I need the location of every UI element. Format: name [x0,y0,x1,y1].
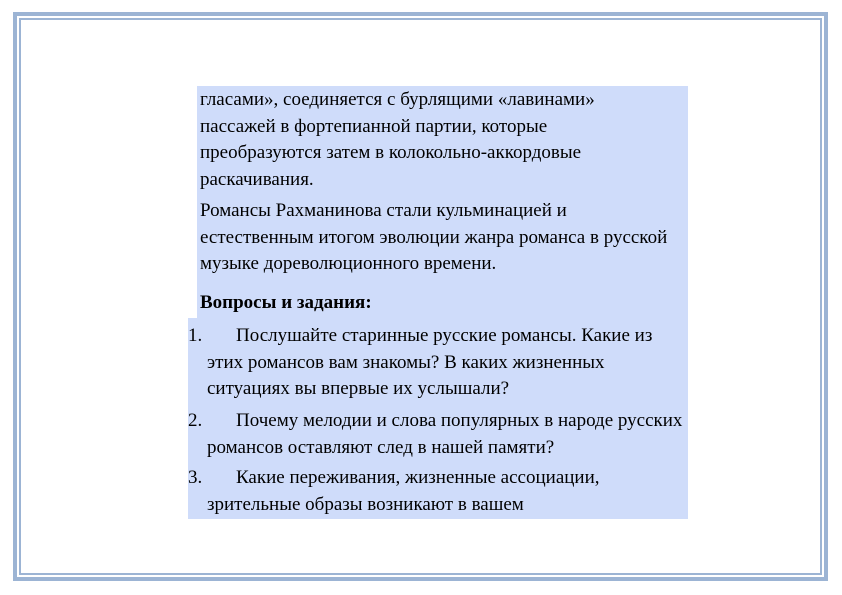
questions-heading: Вопросы и задания: [200,292,372,313]
question-item-2 [188,408,688,461]
paragraph-1: гласами», соединяется с бурлящими «лавинами» пассажей в фортепианной партии, которые преобразуются затем в колокольно-аккордовые раскачивания. [200,89,595,190]
question-item-3 [188,465,688,518]
question-text: Какие переживания, жизненные ассоциации, зрительные образы возникают в вашем [207,467,600,515]
question-text: Послушайте старинные русские романсы. Какие из этих романсов вам знакомы? В каких жизненных ситуациях вы впервые их услышали? [207,325,653,399]
question-item-1 [188,323,688,403]
paragraph-2: Романсы Рахманинова стали кульминацией и естественным итогом эволюции жанра романса в русской музыке дореволюционного времени. [200,200,668,274]
question-number: 3. [188,467,203,488]
question-number: 1. [188,325,203,346]
question-number: 2. [188,410,203,431]
question-text: Почему мелодии и слова популярных в народе русских романсов оставляют след в нашей памяти? [207,410,683,458]
